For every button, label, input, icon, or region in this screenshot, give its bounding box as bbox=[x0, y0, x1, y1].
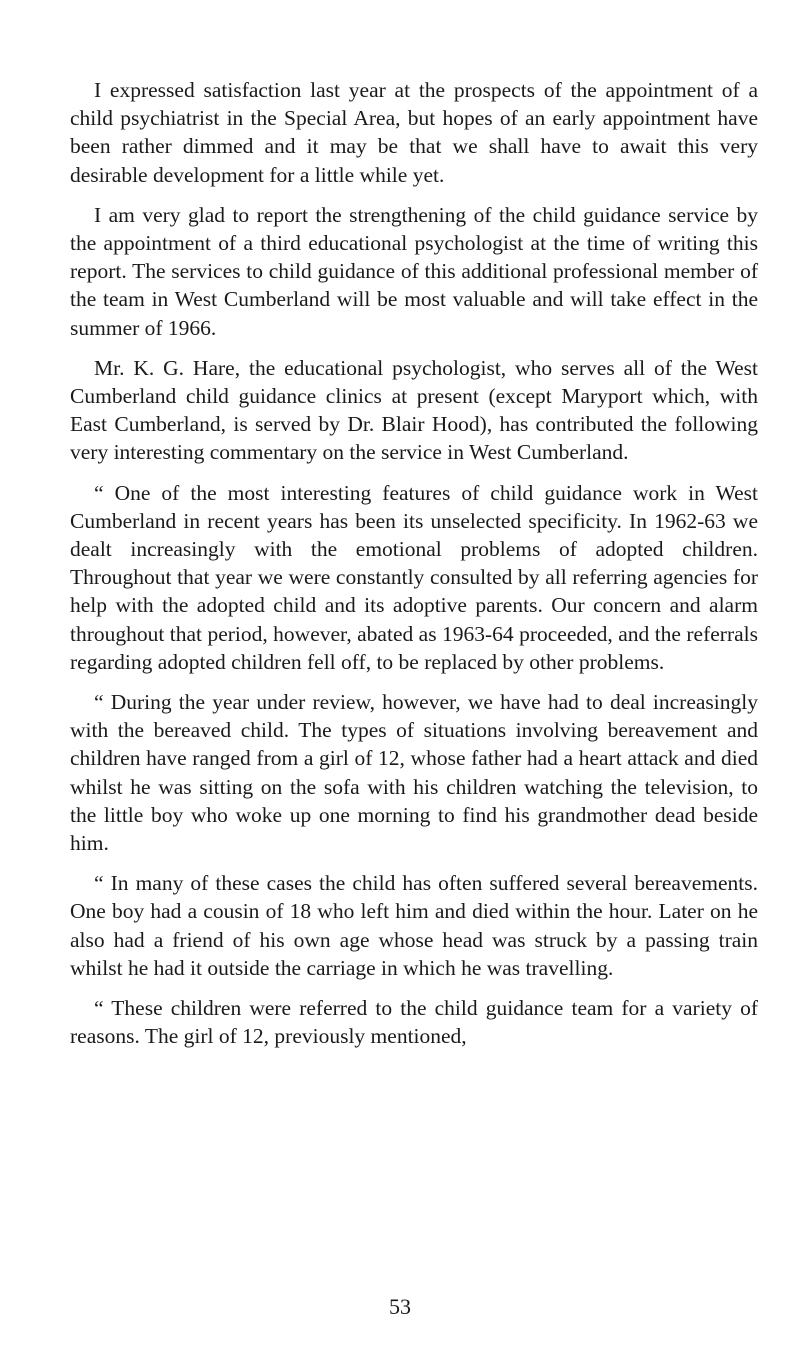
paragraph: I am very glad to report the strengthening of the child guidance service by the appointment of a third educational psychologist at the time of writing this report. The services to child guidance of this additional professional member of the team in West Cumberland will be most valuable and will take effect in the summer of 1966. bbox=[70, 202, 758, 340]
page-number: 53 bbox=[389, 1294, 411, 1319]
paragraph: “ These children were referred to the child guidance team for a variety of reasons. The girl of 12, previously mentioned, bbox=[70, 996, 758, 1049]
paragraph: “ During the year under review, however, we have had to deal increasingly with the bereaved child. The types of situations involving bereavement and children have ranged from a girl of 12, whose father had a heart attack and died whilst he was sitting on the sofa with his children watching the television, to the little boy who woke up one morning to find his grandmother dead beside him. bbox=[70, 690, 758, 856]
paragraph: “ In many of these cases the child has often suffered several bereavements. One boy had a cousin of 18 who left him and died within the hour. Later on he also had a friend of his own age whose head was struck by a passing train whilst he had it outside the carriage in which he was travelling. bbox=[70, 871, 758, 980]
paragraph: “ One of the most interesting features of child guidance work in West Cumberland in recent years has been its unselected specificity. In 1962-63 we dealt increasingly with the emotional problems of adopted children. Throughout that year we were constantly consulted by all referring agencies for help with the adopted child and its adoptive parents. Our concern and alarm throughout that period, however, abated as 1963-64 proceeded, and the referrals regarding adopted children fell off, to be replaced by other problems. bbox=[70, 480, 758, 674]
paragraph: Mr. K. G. Hare, the educational psychologist, who serves all of the West Cumberland child guidance clinics at present (except Maryport which, with East Cumberland, is served by Dr. Blair Hood), has contributed the following very interesting commentary on the service in West Cumberland. bbox=[70, 355, 758, 465]
body-text bbox=[70, 76, 758, 1063]
paragraph: I expressed satisfaction last year at the prospects of the appointment of a child psychiatrist in the Special Area, but hopes of an early appointment have been rather dimmed and it may be that we shall have to await this very desirable development for a little while yet. bbox=[70, 78, 758, 187]
